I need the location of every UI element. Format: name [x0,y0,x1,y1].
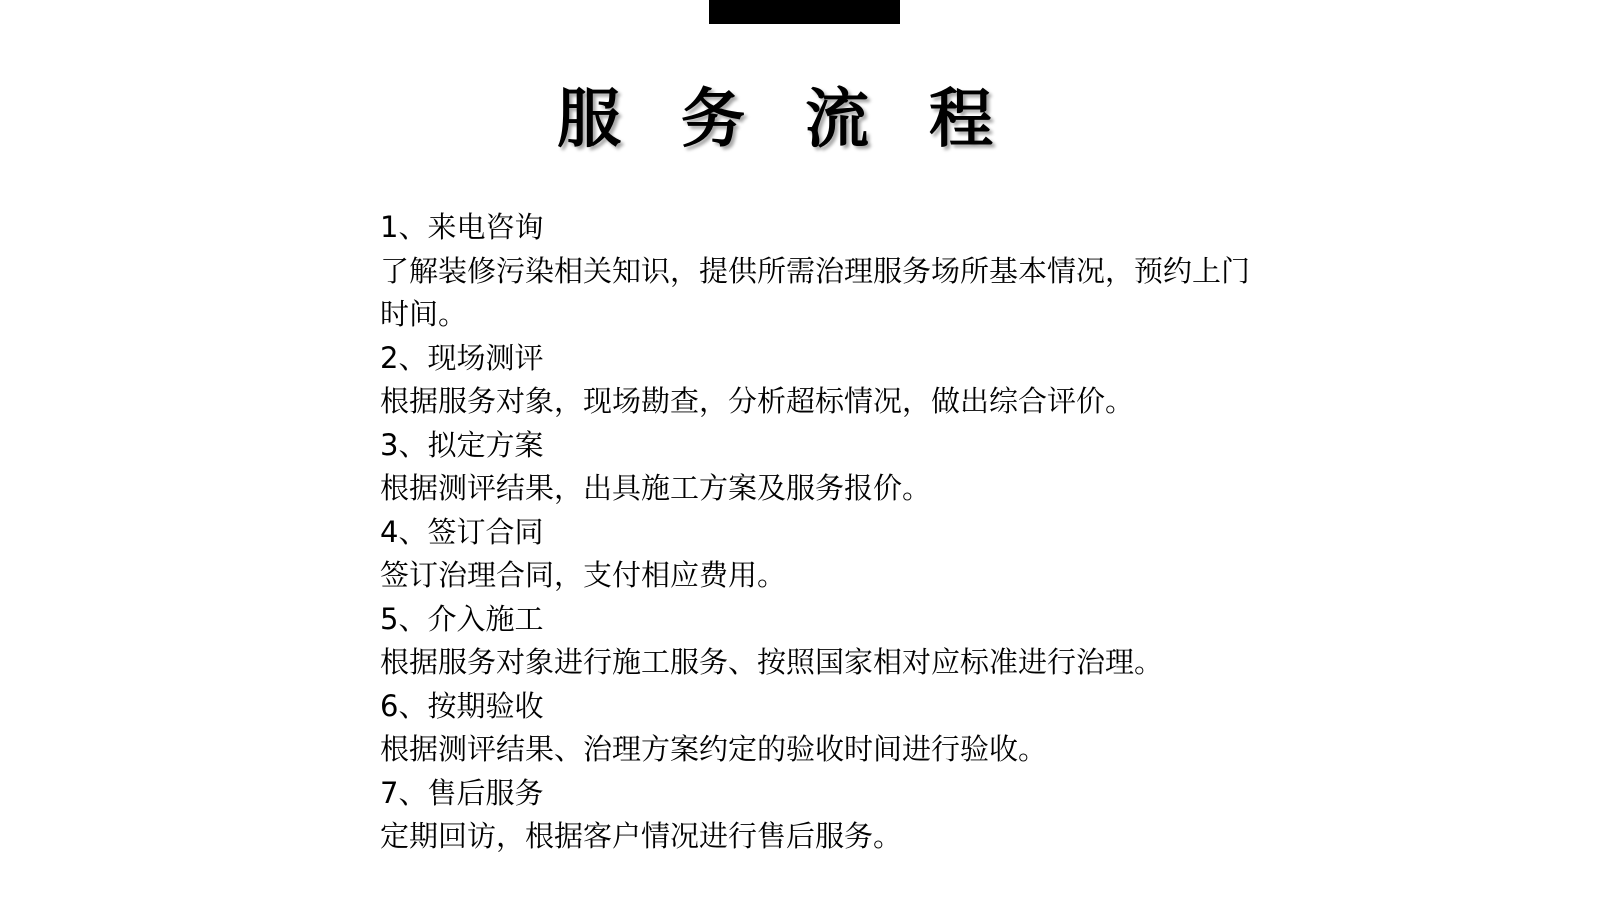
step-description: 了解装修污染相关知识，提供所需治理服务场所基本情况，预约上门时间。 [380,253,1251,331]
step-heading: 5、介入施工 [380,601,544,636]
step-item [380,206,1280,337]
step-item [380,598,1280,685]
step-item [380,424,1280,511]
step-item [380,772,1280,859]
step-description: 签订治理合同，支付相应费用。 [380,558,787,592]
step-description: 根据服务对象进行施工服务、按照国家相对应标准进行治理。 [380,645,1164,679]
step-description: 根据测评结果，出具施工方案及服务报价。 [380,471,932,505]
service-steps-list [380,206,1280,859]
step-heading: 6、按期验收 [380,688,544,723]
step-item [380,337,1280,424]
step-heading: 2、现场测评 [380,340,544,375]
top-decorative-bar [709,0,900,24]
step-heading: 1、来电咨询 [380,210,544,244]
step-item [380,685,1280,772]
step-description: 根据测评结果、治理方案约定的验收时间进行验收。 [380,732,1048,766]
step-item [380,511,1280,598]
page-title: 服务流程 [557,83,1053,157]
step-heading: 7、售后服务 [380,775,544,810]
step-description: 根据服务对象，现场勘查，分析超标情况，做出综合评价。 [380,384,1135,418]
step-description: 定期回访，根据客户情况进行售后服务。 [380,819,903,853]
step-heading: 3、拟定方案 [380,427,544,462]
step-heading: 4、签订合同 [380,514,544,549]
